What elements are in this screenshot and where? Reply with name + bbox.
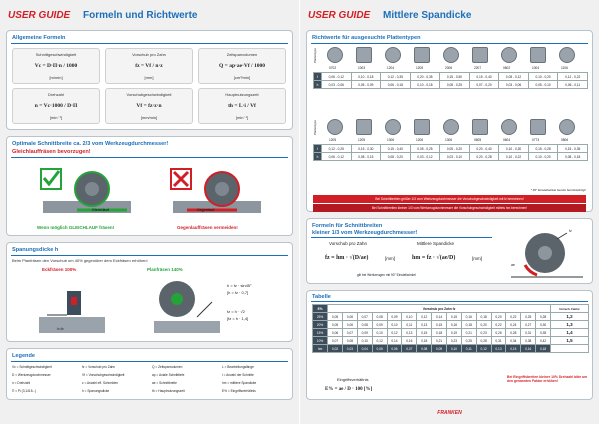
table-cell: 0,22 [506,313,521,321]
table-cell: 0,10 - 0,18 [410,81,440,89]
formula-expression: th = L·i / Vf [228,103,256,109]
formula-expression: Vf = fz·z·n [136,103,162,109]
width-title: Optimale Schnittbreite ca. 2/3 vom Werkzeugdurchmesser! [12,141,169,147]
table-cell: 0,16 [521,345,536,353]
insert-values-table [313,144,588,161]
face-milling-illustration [152,277,222,337]
cross-icon [174,172,188,186]
table-cell: 0,10 [447,345,462,353]
table-cell: 0,07 - 0,20 [469,81,499,89]
table-cell: 0,19 [447,329,462,337]
rpm-warning: Bei Eingriffsbreiten kleiner 10% Drehzahl bitte um den genannten Faktor erhöhen! [507,375,588,383]
insert-icon [385,119,401,135]
legend-entry: E% = Eingriffsverhältnis [222,389,256,393]
table-cell: 0,38 [521,337,536,345]
insert-icon [414,119,430,135]
table-cell: 0,15 [506,345,521,353]
insert-code: 1205 [329,138,337,142]
values-note: * 45° Einstellwinkel bereits berücksichtigt! [530,188,586,192]
table-cell: 0,15 - 0,30 [351,145,381,153]
table-cell: 0,08 - 0,15 [351,153,381,161]
ae-tag: ae [511,263,515,267]
table-cell: 0,20 - 0,40 [469,145,499,153]
table-cell: 0,05 - 0,25 [410,145,440,153]
table-cell: 0,13 [491,345,506,353]
table-cell: 0,18 [476,313,491,321]
table-row [313,329,589,337]
table-cell: 0,15 - 0,35 [558,145,588,153]
brand-label: USER GUIDE [308,10,371,21]
table-cell: 0,07 [357,313,372,321]
insert-code: 0604 [503,138,511,142]
insert-code: 1205 [416,66,424,70]
table-cell: 0,25 [521,313,536,321]
insert-icon [472,47,488,63]
formula-card [105,48,193,84]
formula-expression: Vc = D·Π·n / 1000 [34,63,78,69]
column-header: Umrech. Faktor [551,305,589,313]
table-row [314,153,588,161]
table-cell: 0,16 [447,321,462,329]
table-row [314,81,588,89]
wide-cut-bar: Bei Schnittbreiten größer 1/3 vom Werkzeugdurchmesser die Vorschubgeschwindigkeit mit fz berechnen! [313,195,586,203]
formula-card [198,48,286,84]
table-cell: 0,14 [387,337,402,345]
table-cell: 0,16 [461,313,476,321]
table-cell: 0,05 - 0,12 [499,73,529,81]
insert-values-box [306,30,593,212]
brand-label: USER GUIDE [8,10,71,21]
conventional-milling-illustration [167,165,267,220]
row-label: f [314,145,322,153]
row-label: f [314,73,322,81]
table-cell: 0,06 - 0,12 [322,73,352,81]
table-cell: 0,10 [357,337,372,345]
table-cell: 0,15 - 0,40 [469,73,499,81]
insert-icon [559,47,575,63]
insert-code: 2207 [474,66,482,70]
row-label: 25% [313,313,328,321]
insert-code: 1204 [387,66,395,70]
legend-entry: fz = Vorschub pro Zahn [82,365,116,369]
table-cell: 0,08 [357,321,372,329]
formula-expression: Q = ap·ae·Vf / 1000 [219,63,265,69]
table-box [306,290,593,400]
table-cell: 0,10 - 0,30 [499,145,529,153]
legend-entry: Q = Zeitspanvolumen [152,365,183,369]
left-page [0,0,299,424]
insert-values-table [313,72,588,89]
mean-chip-label: Mittlere Spandicke [417,241,455,246]
right-page [300,0,599,424]
table-cell: 0,15 - 0,50 [440,73,470,81]
table-cell: 0,07 [402,345,417,353]
table-cell: 0,08 [417,345,432,353]
insert-code: 0602 [503,66,511,70]
formula-unit: [min⁻¹] [49,115,63,120]
legend-entry: th = Hauptnutzungszeit [152,389,185,393]
table-row [313,345,589,353]
formula-card [198,88,286,124]
chip-formula-1: h = fz · sin45° [227,283,252,288]
table-cell: 0,12 - 0,25 [322,145,352,153]
table-cell: 0,05 - 0,20 [440,145,470,153]
table-cell: 0,05 [328,321,343,329]
formula-label: Hauptnutzungszeit [225,92,259,97]
table-cell: 0,12 [476,345,491,353]
small-title-2: kleiner 1/3 vom Werkzeugdurchmesser! [312,230,418,236]
table-cell: 0,03 - 0,12 [410,153,440,161]
check-icon [44,171,59,184]
table-cell: 0,08 [372,313,387,321]
table-cell: 0,15 - 0,28 [528,145,558,153]
table-cell: 0,28 [506,329,521,337]
formulas-box [6,30,293,130]
table-cell: 0,13 [402,329,417,337]
small-note: gilt bei Werkzeugen mit 90° Einstellwinkel [357,273,416,277]
table-cell: 0,05 - 0,10 [528,81,558,89]
insert-type-side-label: Plattentype [313,119,317,135]
insert-icon [443,119,459,135]
insert-icon [530,47,546,63]
table-cell: 0,30 [536,321,551,329]
narrow-cut-bar: Bei Schnittbreiten kleiner 1/3 vom Werkzeugdurchmesser die Vorschubgeschwindigkeit mittels hm berechnen! [313,204,586,212]
table-cell: 0,06 - 0,18 [381,81,411,89]
table-cell: 0,03 - 0,10 [440,153,470,161]
row-label: hm [313,345,328,353]
table-cell: 0,10 - 0,20 [528,153,558,161]
table-cell: 0,09 [387,313,402,321]
insert-code: 0806 [561,138,569,142]
formula-expression: n = Vc·1000 / D·Π [34,103,78,109]
insert-icon [356,47,372,63]
small-width-formulas-box [306,218,593,284]
width-subtitle: Gleichlauffräsen bevorzugen! [12,149,91,155]
table-cell: 0,20 [491,313,506,321]
table-cell: 0,15 [447,313,462,321]
table-cell: 0,15 [417,329,432,337]
table-cell: 0,08 - 0,25 [440,81,470,89]
corner-milling-label: Eckfräsen 100% [42,267,77,272]
table-cell: 0,18 [417,337,432,345]
legend-entry: Π = Pi (3,1415...) [12,389,37,393]
table-cell: 0,04 [357,345,372,353]
insert-code: 1106 [561,66,568,70]
table-cell: 0,13 [417,321,432,329]
conventional-caption: Gegenlauffräsen vermeiden! [177,225,238,230]
legend-title: Legende [12,353,36,359]
table-cell: 0,12 [417,313,432,321]
formula-card [105,88,193,124]
legend-entry: n = Drehzahl [12,381,31,385]
table-cell: 0,06 - 0,11 [558,81,588,89]
table-cell: 0,11 [402,321,417,329]
factor-cell: 1,2 [551,313,589,321]
table-cell: 0,10 [402,313,417,321]
insert-code: 0605 [474,138,482,142]
chip-text: Beim Planfräsen den Vorschub um 40% gegenüber dem Eckfräsen erhöhen! [12,258,148,263]
insert-code: 1206 [416,138,424,142]
insert-code: 1003 [358,66,366,70]
table-cell: 0,21 [432,337,447,345]
table-cell: 0,05 [372,345,387,353]
row-label: h [314,81,322,89]
insert-icon [559,119,575,135]
table-cell: 0,31 [521,329,536,337]
table-cell: 0,26 [491,329,506,337]
corner-milling-illustration [37,277,107,337]
table-cell: 0,21 [461,329,476,337]
table-title: Tabelle [312,294,331,300]
insert-icon [501,119,517,135]
insert-type-side-label: Plattentype [313,47,317,63]
legend-entry: z = Anzahl eff. Schneiden [82,381,119,385]
insert-code: 1306 [387,138,395,142]
legend-entry: Vc = Schnittgeschwindigkeit [12,365,52,369]
formulas-title: Allgemeine Formeln [12,35,66,41]
table-row [313,321,589,329]
table-cell: 0,10 - 0,22 [499,153,529,161]
values-title: Richtwerte für ausgesuchte Plattentypen [312,35,421,41]
table-cell: 0,05 - 0,09 [351,81,381,89]
chip-thickness-box [6,242,293,342]
face-milling-label: Planfräsen 140% [147,267,183,272]
table-row [313,313,589,321]
page-title: Mittlere Spandicke [383,10,472,21]
table-cell: 0,06 - 0,12 [322,153,352,161]
right-header [308,10,471,21]
legend-entry: h = Spanungsdicke [82,389,110,393]
table-cell: 0,27 [521,321,536,329]
table-cell: 0,12 [387,329,402,337]
insert-code: 1306 [445,138,453,142]
table-cell: 0,42 [536,337,551,345]
insert-code: 0702 [329,66,337,70]
table-cell: 0,23 [476,329,491,337]
formula-unit: [min⁻¹] [235,115,249,120]
feed-per-tooth-label: Vorschub pro Zahn [329,241,368,246]
climb-label: Gleichlauf [92,208,109,212]
climb-milling-illustration [37,165,137,220]
insert-icon [385,47,401,63]
table-cell: 0,07 [328,337,343,345]
insert-icon [327,119,343,135]
fz-unit: [mm] [385,256,395,261]
table-cell: 0,20 - 0,35 [410,73,440,81]
row-label: 20% [313,321,328,329]
row-label: h [314,153,322,161]
factor-cell: 1,4 [551,329,589,337]
table-cell: 0,15 [432,321,447,329]
column-header: E% [313,305,328,313]
table-cell: 0,10 [387,321,402,329]
factor-cell [551,345,589,353]
table-cell: 0,24 [506,321,521,329]
hm-unit: [mm] [472,256,482,261]
fz-formula: fz = hm · √(D/ae) [325,255,369,261]
row-label: 10% [313,337,328,345]
chip-formula-4: [fz = h · 1,4] [227,316,249,321]
table-cell: 0,18 [461,321,476,329]
insert-icon [443,47,459,63]
table-cell: 0,12 - 0,35 [381,73,411,81]
row-label: 15% [313,329,328,337]
insert-code: 0773 [532,138,540,142]
table-cell: 0,03 - 0,06 [322,81,352,89]
insert-icon [414,47,430,63]
table-cell: 0,12 - 0,22 [558,73,588,81]
legend-box [6,348,293,400]
table-header-row [313,305,589,313]
table-cell: 0,08 - 0,20 [381,153,411,161]
table-cell: 0,23 [447,337,462,345]
feed-table-grid [312,304,589,353]
legend-entry: ae = Schnittbreite [152,381,177,385]
formula-card [12,48,100,84]
conventional-label: Gegenlauf [197,208,215,212]
ratio-formula: E% = ae / D · 100 [%] [325,387,373,392]
table-cell: 0,34 [506,337,521,345]
table-cell: 0,06 [342,321,357,329]
table-cell: 0,14 [432,313,447,321]
table-cell: 0,15 - 0,40 [381,145,411,153]
table-cell: 0,25 [461,337,476,345]
cutting-width-box [6,136,293,236]
formula-unit: [mm/min] [140,115,158,120]
formula-card [12,88,100,124]
table-cell: 0,31 [491,337,506,345]
table-cell: 0,09 [357,329,372,337]
table-row [314,73,588,81]
formula-unit: [mm] [144,75,154,80]
insert-code: 1205 [358,138,366,142]
table-cell: 0,16 [402,337,417,345]
insert-icon [501,47,517,63]
formula-label: Drehzahl [47,92,64,97]
insert-icon [356,119,372,135]
chip-formula-2: [h = fz · 0,7] [227,290,249,295]
legend-entry: L = Bearbeitungslänge [222,365,254,369]
table-cell: 0,08 [342,337,357,345]
legend-entry: hm = mittlere Spandicke [222,381,257,385]
legend-entry: i = Anzahl der Schnitte [222,373,254,377]
ratio-label: Eingriffsverhältnis [337,377,369,382]
insert-icon [327,47,343,63]
table-cell: 0,35 [536,329,551,337]
table-cell: 0,10 [372,329,387,337]
formula-expression: fz = Vf / n·z [135,63,163,69]
page-title: Formeln und Richtwerte [83,10,198,21]
brand-logo: FRANKEN [437,410,462,416]
table-cell: 0,11 [461,345,476,353]
insert-code: 2006 [445,66,453,70]
h-equals-fz: h=fz [57,327,64,331]
table-cell: 0,18 [536,345,551,353]
insert-code: 1004 [532,66,540,70]
table-cell: 0,03 [342,345,357,353]
table-row [314,145,588,153]
formula-label: Zeitspanvolumen [226,52,258,57]
table-cell: 0,08 - 0,18 [558,153,588,161]
table-cell: 0,02 [328,345,343,353]
climb-caption: Wenn möglich GLEICHLAUF fräsen! [37,225,115,230]
column-header: Vorschub pro Zahn fz [328,305,551,313]
table-cell: 0,12 [372,337,387,345]
formula-label: Vorschub pro Zahn [132,52,166,57]
table-cell: 0,20 [476,321,491,329]
table-cell: 0,10 - 0,18 [351,73,381,81]
chip-title: Spanungsdicke h [12,247,59,253]
small-title-1: Formeln für Schnittbreiten [312,223,383,229]
table-cell: 0,28 [536,313,551,321]
factor-cell: 1,5 [551,337,589,345]
table-cell: 0,06 [342,313,357,321]
left-header [8,10,197,21]
table-cell: 0,28 [476,337,491,345]
hm-formula: hm = fz · √(ae/D) [412,255,456,261]
table-cell: 0,07 [342,329,357,337]
table-cell: 0,06 [328,329,343,337]
legend-entry: ap = Axiale Schnitttiefe [152,373,185,377]
legend-entry: Vf = Vorschubgeschwindigkeit [82,373,125,377]
formula-label: Schnittgeschwindigkeit [35,52,77,57]
insert-icon [530,119,546,135]
formula-label: Vorschubgeschwindigkeit [126,92,172,97]
table-cell: 0,20 - 0,28 [469,153,499,161]
factor-cell: 1,3 [551,321,589,329]
legend-entry: D = Werkzeugdurchmesser [12,373,51,377]
insert-icon [472,119,488,135]
fz-tag: fz [569,229,572,233]
table-cell: 0,09 [372,321,387,329]
table-cell: 0,18 [432,329,447,337]
table-cell: 0,03 - 0,06 [499,81,529,89]
table-cell: 0,10 - 0,20 [528,73,558,81]
cutter-engagement-illustration [507,225,589,281]
table-cell: 0,06 [387,345,402,353]
chip-formula-3: fz = h · √2 [227,309,245,314]
table-cell: 0,09 [432,345,447,353]
table-cell: 0,05 [328,313,343,321]
formula-unit: [cm³/min] [233,75,251,80]
formula-unit: [m/min] [49,75,63,80]
table-row [313,337,589,345]
table-cell: 0,22 [491,321,506,329]
